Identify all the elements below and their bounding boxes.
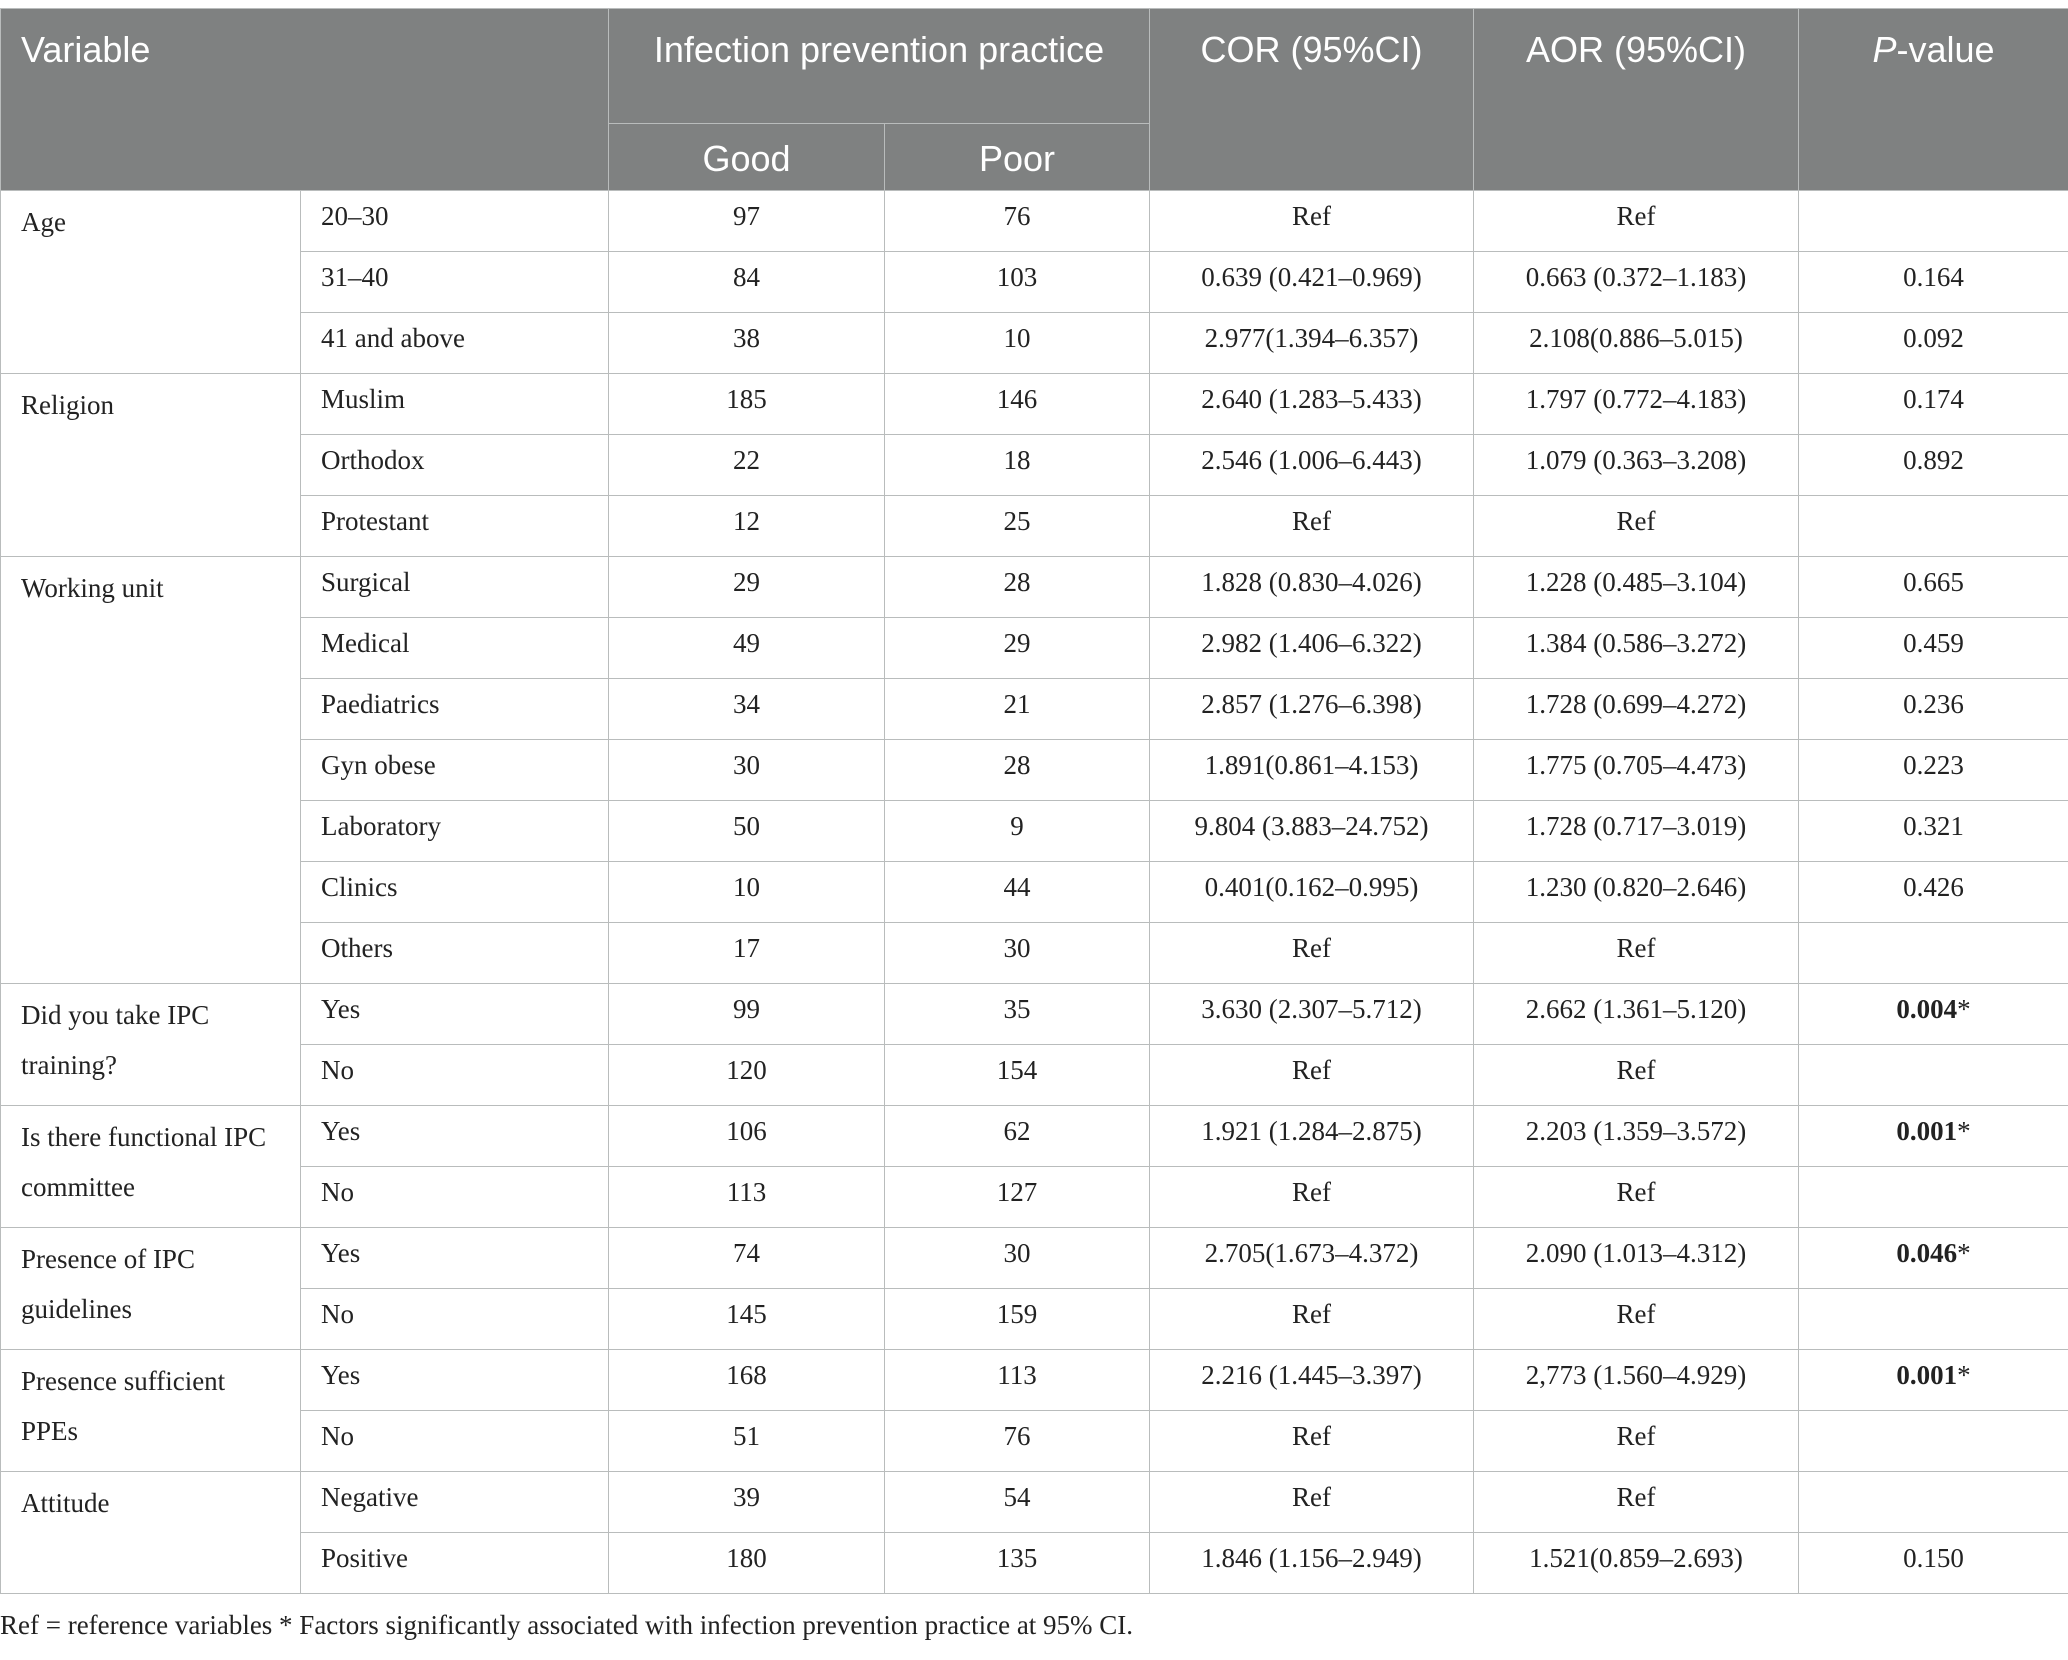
p-value-cell — [1799, 252, 2068, 313]
poor-count-cell: 21 — [885, 679, 1150, 740]
aor-cell: 1.079 (0.363–3.208) — [1474, 435, 1799, 496]
good-count-cell: 84 — [609, 252, 885, 313]
poor-count-cell: 25 — [885, 496, 1150, 557]
variable-cell: Did you take IPC training? — [1, 984, 301, 1106]
category-cell: Clinics — [301, 862, 609, 923]
aor-cell: 1.728 (0.717–3.019) — [1474, 801, 1799, 862]
table-row — [1, 313, 2068, 374]
cor-cell: 1.921 (1.284–2.875) — [1150, 1106, 1474, 1167]
p-value: 0.459 — [1903, 628, 1964, 658]
good-count-cell: 30 — [609, 740, 885, 801]
p-value-cell — [1799, 557, 2068, 618]
category-cell: 31–40 — [301, 252, 609, 313]
table-row — [1, 1289, 2068, 1350]
p-value: 0.092 — [1903, 323, 1964, 353]
category-cell: No — [301, 1411, 609, 1472]
p-value: 0.665 — [1903, 567, 1964, 597]
poor-count-cell: 159 — [885, 1289, 1150, 1350]
aor-cell: Ref — [1474, 191, 1799, 252]
poor-count-cell: 103 — [885, 252, 1150, 313]
aor-cell: 1.775 (0.705–4.473) — [1474, 740, 1799, 801]
cor-cell: 0.401(0.162–0.995) — [1150, 862, 1474, 923]
cor-cell: Ref — [1150, 923, 1474, 984]
cor-cell: 2.705(1.673–4.372) — [1150, 1228, 1474, 1289]
category-cell: Protestant — [301, 496, 609, 557]
table-row — [1, 679, 2068, 740]
table-row — [1, 1411, 2068, 1472]
cor-cell: Ref — [1150, 191, 1474, 252]
aor-cell: 1.228 (0.485–3.104) — [1474, 557, 1799, 618]
cor-cell: Ref — [1150, 1472, 1474, 1533]
table-header — [1, 9, 2068, 191]
aor-cell: Ref — [1474, 496, 1799, 557]
category-cell: 41 and above — [301, 313, 609, 374]
p-value-cell — [1799, 923, 2068, 984]
cor-cell: 9.804 (3.883–24.752) — [1150, 801, 1474, 862]
poor-count-cell: 54 — [885, 1472, 1150, 1533]
significance-marker: * — [1957, 1116, 1971, 1146]
p-value-cell — [1799, 496, 2068, 557]
p-value-cell — [1799, 984, 2068, 1045]
variable-cell: Religion — [1, 374, 301, 557]
p-value-cell — [1799, 862, 2068, 923]
p-value-cell — [1799, 1045, 2068, 1106]
category-cell: Others — [301, 923, 609, 984]
category-cell: 20–30 — [301, 191, 609, 252]
aor-cell: 1.521(0.859–2.693) — [1474, 1533, 1799, 1594]
category-cell: No — [301, 1289, 609, 1350]
p-value-cell — [1799, 313, 2068, 374]
category-cell: Muslim — [301, 374, 609, 435]
good-count-cell: 168 — [609, 1350, 885, 1411]
good-count-cell: 39 — [609, 1472, 885, 1533]
good-count-cell: 51 — [609, 1411, 885, 1472]
table-row — [1, 374, 2068, 435]
category-cell: Laboratory — [301, 801, 609, 862]
cor-cell: 3.630 (2.307–5.712) — [1150, 984, 1474, 1045]
table-row — [1, 557, 2068, 618]
aor-cell: Ref — [1474, 1289, 1799, 1350]
table-body — [1, 191, 2068, 1594]
p-value: 0.046 — [1896, 1238, 1958, 1268]
p-value: 0.321 — [1903, 811, 1964, 841]
cor-cell: 2.977(1.394–6.357) — [1150, 313, 1474, 374]
table-row — [1, 252, 2068, 313]
header-cor: COR (95%CI) — [1150, 9, 1474, 191]
aor-cell: 2.090 (1.013–4.312) — [1474, 1228, 1799, 1289]
good-count-cell: 120 — [609, 1045, 885, 1106]
header-good: Good — [609, 124, 885, 191]
table-row — [1, 435, 2068, 496]
poor-count-cell: 28 — [885, 740, 1150, 801]
aor-cell: 0.663 (0.372–1.183) — [1474, 252, 1799, 313]
header-variable: Variable — [1, 9, 609, 191]
good-count-cell: 10 — [609, 862, 885, 923]
p-value-cell — [1799, 1350, 2068, 1411]
category-cell: Yes — [301, 1106, 609, 1167]
aor-cell: Ref — [1474, 1167, 1799, 1228]
p-value: 0.004 — [1896, 994, 1958, 1024]
category-cell: No — [301, 1167, 609, 1228]
table-row — [1, 923, 2068, 984]
good-count-cell: 97 — [609, 191, 885, 252]
cor-cell: Ref — [1150, 1289, 1474, 1350]
good-count-cell: 185 — [609, 374, 885, 435]
poor-count-cell: 10 — [885, 313, 1150, 374]
header-infection-prevention-practice: Infection prevention practice — [609, 9, 1150, 124]
category-cell: Yes — [301, 1228, 609, 1289]
p-value: 0.001 — [1896, 1116, 1958, 1146]
cor-cell: 1.846 (1.156–2.949) — [1150, 1533, 1474, 1594]
good-count-cell: 12 — [609, 496, 885, 557]
variable-cell: Working unit — [1, 557, 301, 984]
table-row — [1, 1350, 2068, 1411]
p-value-cell — [1799, 1289, 2068, 1350]
aor-cell: 2,773 (1.560–4.929) — [1474, 1350, 1799, 1411]
results-table — [0, 8, 2068, 1594]
poor-count-cell: 28 — [885, 557, 1150, 618]
poor-count-cell: 113 — [885, 1350, 1150, 1411]
p-value-cell — [1799, 374, 2068, 435]
category-cell: No — [301, 1045, 609, 1106]
p-value-cell — [1799, 1411, 2068, 1472]
p-value-cell — [1799, 1228, 2068, 1289]
good-count-cell: 50 — [609, 801, 885, 862]
significance-marker: * — [1957, 1238, 1971, 1268]
header-p-value: P-value — [1799, 9, 2068, 191]
aor-cell: Ref — [1474, 1045, 1799, 1106]
table-row — [1, 618, 2068, 679]
good-count-cell: 99 — [609, 984, 885, 1045]
aor-cell: 1.384 (0.586–3.272) — [1474, 618, 1799, 679]
cor-cell: Ref — [1150, 1045, 1474, 1106]
table-footnote: Ref = reference variables * Factors significantly associated with infection prevention practice at 95% CI. — [0, 1610, 1134, 1640]
table-row — [1, 1533, 2068, 1594]
p-value: 0.001 — [1896, 1360, 1958, 1390]
good-count-cell: 17 — [609, 923, 885, 984]
p-value: 0.892 — [1903, 445, 1964, 475]
cor-cell: 0.639 (0.421–0.969) — [1150, 252, 1474, 313]
variable-cell: Presence of IPC guidelines — [1, 1228, 301, 1350]
good-count-cell: 22 — [609, 435, 885, 496]
p-value-cell — [1799, 1106, 2068, 1167]
good-count-cell: 38 — [609, 313, 885, 374]
p-value-cell — [1799, 1533, 2068, 1594]
significance-marker: * — [1957, 1360, 1971, 1390]
p-value-cell — [1799, 618, 2068, 679]
category-cell: Gyn obese — [301, 740, 609, 801]
table-row — [1, 1228, 2068, 1289]
category-cell: Orthodox — [301, 435, 609, 496]
good-count-cell: 145 — [609, 1289, 885, 1350]
category-cell: Paediatrics — [301, 679, 609, 740]
poor-count-cell: 127 — [885, 1167, 1150, 1228]
good-count-cell: 34 — [609, 679, 885, 740]
good-count-cell: 180 — [609, 1533, 885, 1594]
cor-cell: Ref — [1150, 1167, 1474, 1228]
p-value-cell — [1799, 740, 2068, 801]
poor-count-cell: 29 — [885, 618, 1150, 679]
table-row — [1, 1167, 2068, 1228]
poor-count-cell: 76 — [885, 191, 1150, 252]
table-row — [1, 191, 2068, 252]
table-row — [1, 801, 2068, 862]
p-value: 0.223 — [1903, 750, 1964, 780]
variable-cell: Age — [1, 191, 301, 374]
poor-count-cell: 18 — [885, 435, 1150, 496]
aor-cell: Ref — [1474, 1472, 1799, 1533]
p-value: 0.236 — [1903, 689, 1964, 719]
p-value-cell — [1799, 191, 2068, 252]
table-row — [1, 862, 2068, 923]
cor-cell: 2.857 (1.276–6.398) — [1150, 679, 1474, 740]
header-aor: AOR (95%CI) — [1474, 9, 1799, 191]
poor-count-cell: 76 — [885, 1411, 1150, 1472]
aor-cell: 2.662 (1.361–5.120) — [1474, 984, 1799, 1045]
aor-cell: 1.728 (0.699–4.272) — [1474, 679, 1799, 740]
p-value: 0.164 — [1903, 262, 1964, 292]
aor-cell: 1.797 (0.772–4.183) — [1474, 374, 1799, 435]
p-value-cell — [1799, 435, 2068, 496]
p-value: 0.174 — [1903, 384, 1964, 414]
cor-cell: 2.982 (1.406–6.322) — [1150, 618, 1474, 679]
cor-cell: Ref — [1150, 1411, 1474, 1472]
poor-count-cell: 44 — [885, 862, 1150, 923]
p-value-cell — [1799, 1167, 2068, 1228]
aor-cell: 1.230 (0.820–2.646) — [1474, 862, 1799, 923]
header-poor: Poor — [885, 124, 1150, 191]
p-value-cell — [1799, 801, 2068, 862]
poor-count-cell: 30 — [885, 923, 1150, 984]
good-count-cell: 49 — [609, 618, 885, 679]
p-value: 0.150 — [1903, 1543, 1964, 1573]
significance-marker: * — [1957, 994, 1971, 1024]
poor-count-cell: 30 — [885, 1228, 1150, 1289]
cor-cell: 2.216 (1.445–3.397) — [1150, 1350, 1474, 1411]
cor-cell: 1.891(0.861–4.153) — [1150, 740, 1474, 801]
cor-cell: Ref — [1150, 496, 1474, 557]
aor-cell: 2.203 (1.359–3.572) — [1474, 1106, 1799, 1167]
aor-cell: Ref — [1474, 923, 1799, 984]
poor-count-cell: 135 — [885, 1533, 1150, 1594]
good-count-cell: 29 — [609, 557, 885, 618]
cor-cell: 2.546 (1.006–6.443) — [1150, 435, 1474, 496]
aor-cell: Ref — [1474, 1411, 1799, 1472]
variable-cell: Attitude — [1, 1472, 301, 1594]
poor-count-cell: 35 — [885, 984, 1150, 1045]
good-count-cell: 106 — [609, 1106, 885, 1167]
category-cell: Yes — [301, 984, 609, 1045]
table-row — [1, 1045, 2068, 1106]
category-cell: Surgical — [301, 557, 609, 618]
cor-cell: 2.640 (1.283–5.433) — [1150, 374, 1474, 435]
p-value-cell — [1799, 1472, 2068, 1533]
table-row — [1, 740, 2068, 801]
category-cell: Negative — [301, 1472, 609, 1533]
good-count-cell: 74 — [609, 1228, 885, 1289]
poor-count-cell: 146 — [885, 374, 1150, 435]
table-row — [1, 1106, 2068, 1167]
poor-count-cell: 154 — [885, 1045, 1150, 1106]
variable-cell: Is there functional IPC committee — [1, 1106, 301, 1228]
category-cell: Yes — [301, 1350, 609, 1411]
aor-cell: 2.108(0.886–5.015) — [1474, 313, 1799, 374]
poor-count-cell: 62 — [885, 1106, 1150, 1167]
p-value: 0.426 — [1903, 872, 1964, 902]
good-count-cell: 113 — [609, 1167, 885, 1228]
table-row — [1, 984, 2068, 1045]
category-cell: Positive — [301, 1533, 609, 1594]
poor-count-cell: 9 — [885, 801, 1150, 862]
table-row — [1, 1472, 2068, 1533]
cor-cell: 1.828 (0.830–4.026) — [1150, 557, 1474, 618]
table-row — [1, 496, 2068, 557]
variable-cell: Presence sufficient PPEs — [1, 1350, 301, 1472]
p-value-cell — [1799, 679, 2068, 740]
category-cell: Medical — [301, 618, 609, 679]
